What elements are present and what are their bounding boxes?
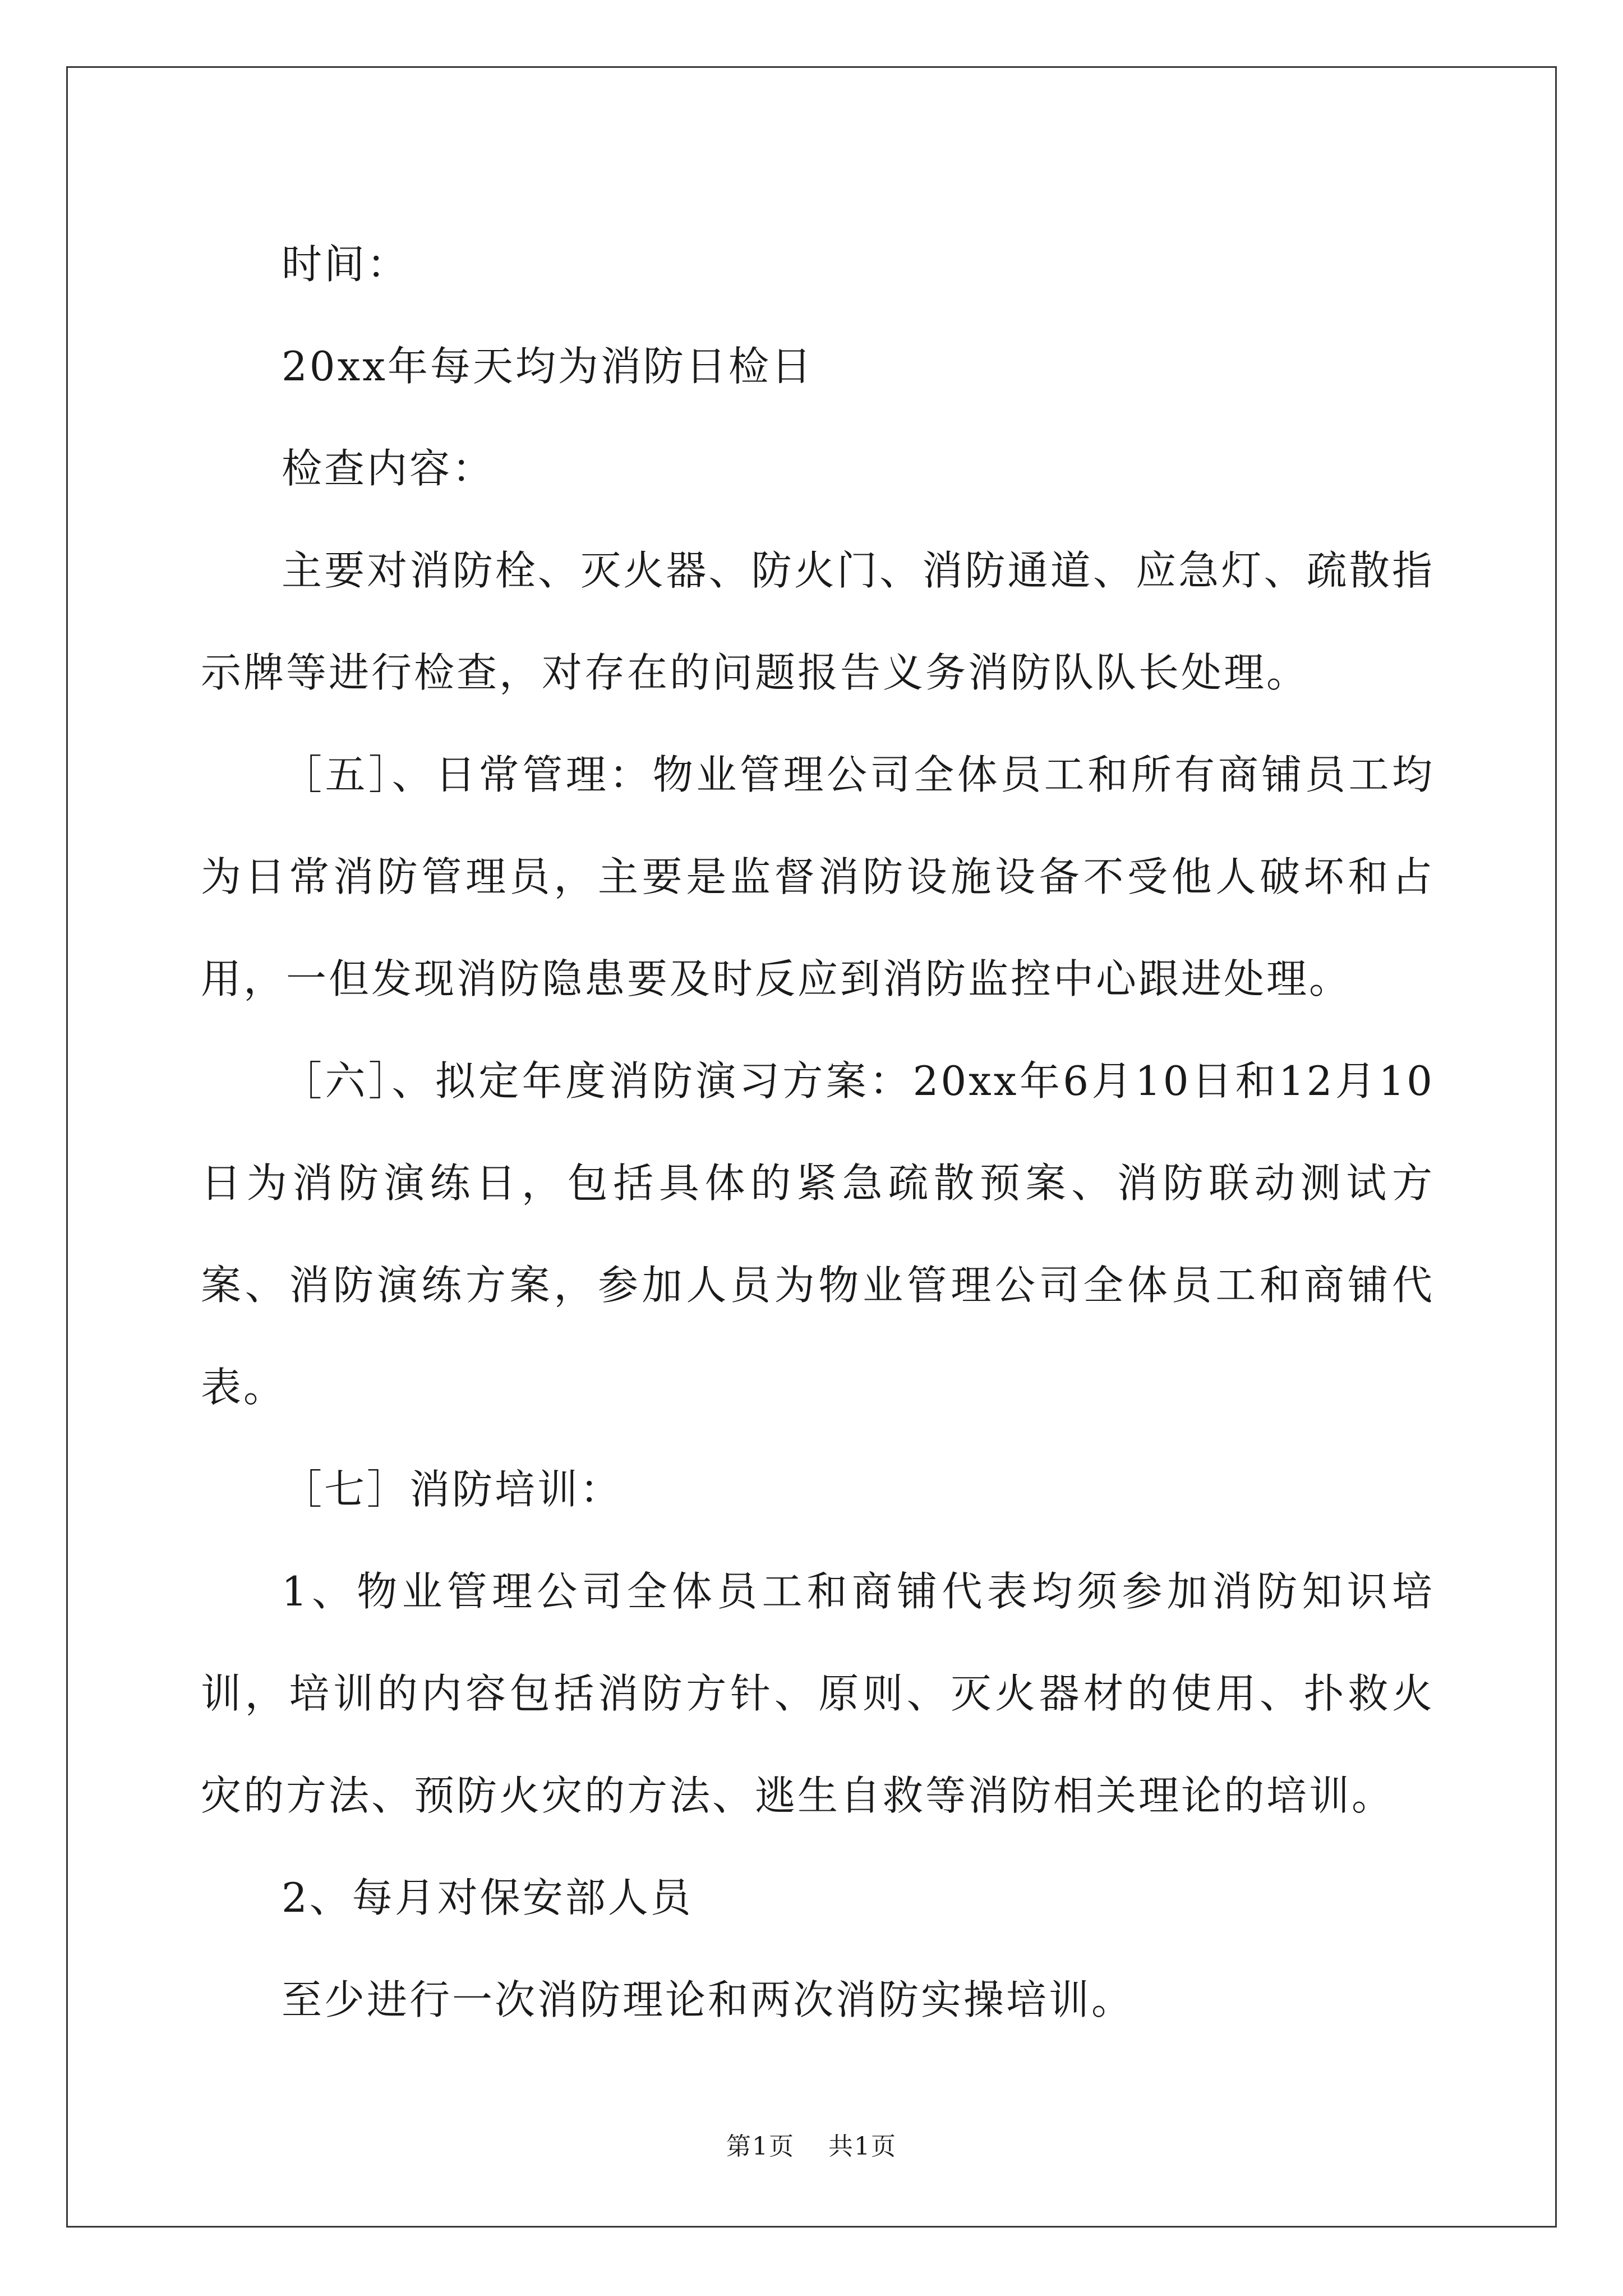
paragraph-inspection-content-heading: 检查内容： xyxy=(282,445,495,492)
page-footer xyxy=(0,2126,1623,2162)
paragraph-time-heading: 时间： xyxy=(282,241,410,288)
document-body xyxy=(201,213,1435,2051)
paragraph-daily-management: ［五］、日常管理：物业管理公司全体员工和所有商铺员工均为日常消防管理员，主要是监督消防设施设备不受他人破坏和占用，一但发现消防隐患要及时反应到消防监控中心跟进处理。 xyxy=(201,751,1435,1002)
paragraph-training-heading: ［七］消防培训： xyxy=(282,1466,623,1513)
page-total: 共1页 xyxy=(828,2132,897,2161)
paragraph-inspection-schedule: 20xx年每天均为消防日检日 xyxy=(282,343,814,390)
page-number: 第1页 xyxy=(726,2132,795,2161)
paragraph-inspection-content: 主要对消防栓、灭火器、防火门、消防通道、应急灯、疏散指示牌等进行检查，对存在的问题报告义务消防队队长处理。 xyxy=(201,547,1435,696)
paragraph-training-item-1: 1、物业管理公司全体员工和商铺代表均须参加消防知识培训，培训的内容包括消防方针、原则、灭火器材的使用、扑救火灾的方法、预防火灾的方法、逃生自救等消防相关理论的培训。 xyxy=(201,1568,1435,1819)
paragraph-drill-plan: ［六］、拟定年度消防演习方案：20xx年6月10日和12月10日为消防演练日，包括具体的紧急疏散预案、消防联动测试方案、消防演练方案，参加人员为物业管理公司全体员工和商铺代表。 xyxy=(201,1057,1435,1411)
paragraph-training-item-2-continued: 至少进行一次消防理论和两次消防实操培训。 xyxy=(282,1976,1135,2023)
paragraph-training-item-2: 2、每月对保安部人员 xyxy=(282,1874,693,1921)
